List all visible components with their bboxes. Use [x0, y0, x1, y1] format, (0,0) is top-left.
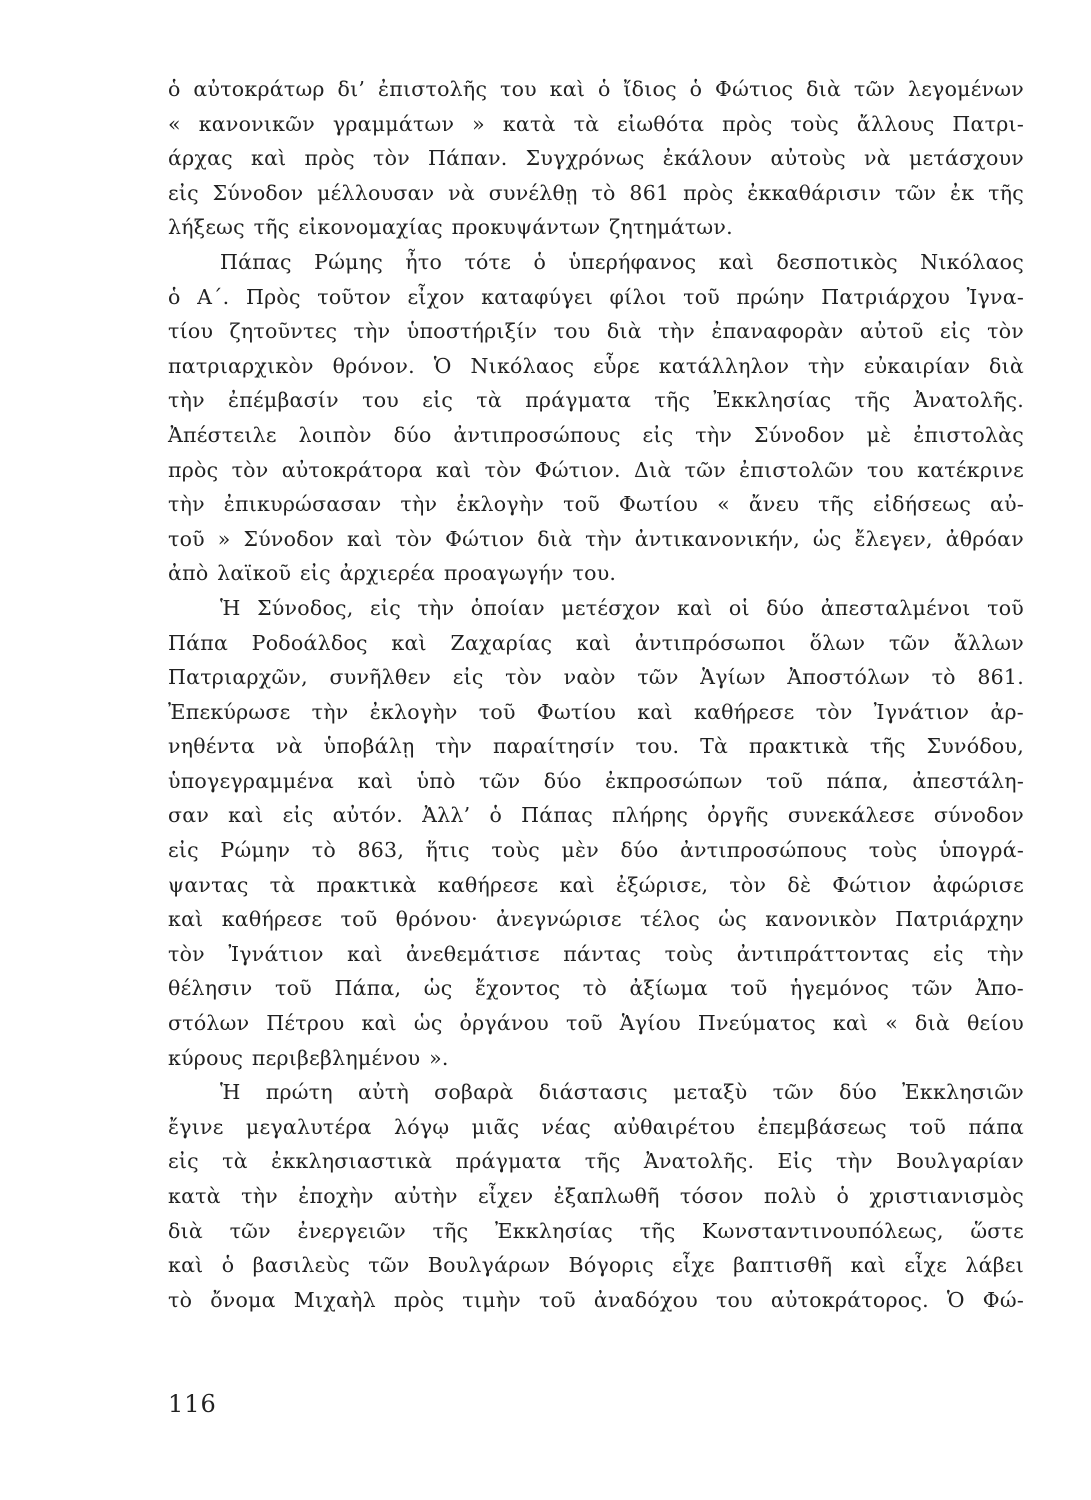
page-number: 116 — [168, 1390, 217, 1418]
text-line: σαν καὶ εἰς αὐτόν. Ἀλλ’ ὁ Πάπας πλήρης ὀργῆς συνεκάλεσε σύνοδον — [168, 803, 1024, 828]
text-line: τὴν ἐπικυρώσασαν τὴν ἐκλογὴν τοῦ Φωτίου « ἄνευ τῆς εἰδήσεως αὐ- — [168, 492, 1024, 517]
text-line: ἔγινε μεγαλυτέρα λόγῳ μιᾶς νέας αὐθαιρέτου ἐπεμβάσεως τοῦ πάπα — [168, 1114, 1024, 1139]
text-line: ὑπογεγραμμένα καὶ ὑπὸ τῶν δύο ἐκπροσώπων τοῦ πάπα, ἀπεστάλη- — [168, 768, 1024, 793]
text-line: τίου ζητοῦντες τὴν ὑποστήριξίν του διὰ τὴν ἐπαναφορὰν αὐτοῦ εἰς τὸν — [168, 319, 1024, 344]
text-line: Ἡ πρώτη αὐτὴ σοβαρὰ διάστασις μεταξὺ τῶν δύο Ἐκκλησιῶν — [220, 1080, 1024, 1105]
body-text — [168, 72, 1024, 1317]
text-line: Πάπα Ροδοάλδος καὶ Ζαχαρίας καὶ ἀντιπρόσωποι ὅλων τῶν ἄλλων — [168, 630, 1024, 655]
text-line: διὰ τῶν ἐνεργειῶν τῆς Ἐκκλησίας τῆς Κωνσταντινουπόλεως, ὥστε — [168, 1218, 1024, 1243]
text-line: λήξεως τῆς εἰκονομαχίας προκυψάντων ζητημάτων. — [168, 215, 733, 240]
text-line: τὸ ὄνομα Μιχαὴλ πρὸς τιμὴν τοῦ ἀναδόχου του αὐτοκράτορος. Ὁ Φώ- — [168, 1287, 1024, 1312]
text-line: στόλων Πέτρου καὶ ὡς ὀργάνου τοῦ Ἁγίου Πνεύματος καὶ « διὰ θείου — [168, 1011, 1024, 1036]
text-line: ψαντας τὰ πρακτικὰ καθήρεσε καὶ ἐξώρισε, τὸν δὲ Φώτιον ἀφώρισε — [168, 872, 1024, 897]
text-line: πατριαρχικὸν θρόνον. Ὁ Νικόλαος εὗρε κατάλληλον τὴν εὐκαιρίαν διὰ — [168, 353, 1024, 378]
text-line: άρχας καὶ πρὸς τὸν Πάπαν. Συγχρόνως ἐκάλουν αὐτοὺς νὰ μετάσχουν — [168, 146, 1024, 171]
text-line: τὴν ἐπέμβασίν του εἰς τὰ πράγματα τῆς Ἐκκλησίας τῆς Ἀνατολῆς. — [168, 388, 1024, 413]
text-line: καὶ ὁ βασιλεὺς τῶν Βουλγάρων Βόγορις εἶχε βαπτισθῆ καὶ εἶχε λάβει — [168, 1253, 1024, 1278]
text-line: ἀπὸ λαϊκοῦ εἰς ἀρχιερέα προαγωγήν του. — [168, 561, 617, 586]
text-line: Ἡ Σύνοδος, εἰς τὴν ὁποίαν μετέσχον καὶ οἱ δύο ἀπεσταλμένοι τοῦ — [220, 595, 1024, 620]
text-line: εἰς Σύνοδον μέλλουσαν νὰ συνέλθῃ τὸ 861 πρὸς ἐκκαθάρισιν τῶν ἐκ τῆς — [168, 180, 1024, 205]
paragraph-2 — [168, 245, 1024, 591]
text-line: τοῦ » Σύνοδον καὶ τὸν Φώτιον διὰ τὴν ἀντικανονικήν, ὡς ἔλεγεν, ἀθρόαν — [168, 526, 1024, 551]
text-line: τὸν Ἰγνάτιον καὶ ἀνεθεμάτισε πάντας τοὺς ἀντιπράττοντας εἰς τὴν — [168, 941, 1024, 966]
text-line: Πατριαρχῶν, συνῆλθεν εἰς τὸν ναὸν τῶν Ἁγίων Ἀποστόλων τὸ 861. — [168, 665, 1024, 690]
text-line: Πάπας Ρώμης ἦτο τότε ὁ ὑπερήφανος καὶ δεσποτικὸς Νικόλαος — [220, 249, 1024, 274]
text-line: πρὸς τὸν αὐτοκράτορα καὶ τὸν Φώτιον. Διὰ τῶν ἐπιστολῶν του κατέκρινε — [168, 457, 1024, 482]
text-line: θέλησιν τοῦ Πάπα, ὡς ἔχοντος τὸ ἀξίωμα τοῦ ἡγεμόνος τῶν Ἀπο- — [168, 976, 1024, 1001]
text-line: Ἐπεκύρωσε τὴν ἐκλογὴν τοῦ Φωτίου καὶ καθήρεσε τὸν Ἰγνάτιον ἀρ- — [168, 699, 1024, 724]
text-line: « κανονικῶν γραμμάτων » κατὰ τὰ εἰωθότα πρὸς τοὺς ἄλλους Πατρι- — [168, 111, 1024, 136]
text-line: ὁ Α΄. Πρὸς τοῦτον εἶχον καταφύγει φίλοι τοῦ πρώην Πατριάρχου Ἰγνα- — [168, 284, 1024, 309]
text-line: νηθέντα νὰ ὑποβάλῃ τὴν παραίτησίν του. Τὰ πρακτικὰ τῆς Συνόδου, — [168, 734, 1024, 759]
text-line: κύρους περιβεβλημένου ». — [168, 1045, 449, 1070]
paragraph-3 — [168, 591, 1024, 1075]
text-line: κατὰ τὴν ἐποχὴν αὐτὴν εἶχεν ἐξαπλωθῆ τόσον πολὺ ὁ χριστιανισμὸς — [168, 1184, 1024, 1208]
text-line: καὶ καθήρεσε τοῦ θρόνου· ἀνεγνώρισε τέλος ὡς κανονικὸν Πατριάρχην — [168, 907, 1024, 932]
text-line: εἰς Ρώμην τὸ 863, ἥτις τοὺς μὲν δύο ἀντιπροσώπους τοὺς ὑπογρά- — [168, 838, 1024, 863]
text-line: εἰς τὰ ἐκκλησιαστικὰ πράγματα τῆς Ἀνατολῆς. Εἰς τὴν Βουλγαρίαν — [168, 1149, 1024, 1174]
paragraph-1 — [168, 72, 1024, 245]
text-line: Ἀπέστειλε λοιπὸν δύο ἀντιπροσώπους εἰς τὴν Σύνοδον μὲ ἐπιστολὰς — [168, 422, 1024, 447]
text-line: ὁ αὐτοκράτωρ δι’ ἐπιστολῆς του καὶ ὁ ἴδιος ὁ Φώτιος διὰ τῶν λεγομένων — [168, 77, 1024, 101]
paragraph-4 — [168, 1075, 1024, 1317]
